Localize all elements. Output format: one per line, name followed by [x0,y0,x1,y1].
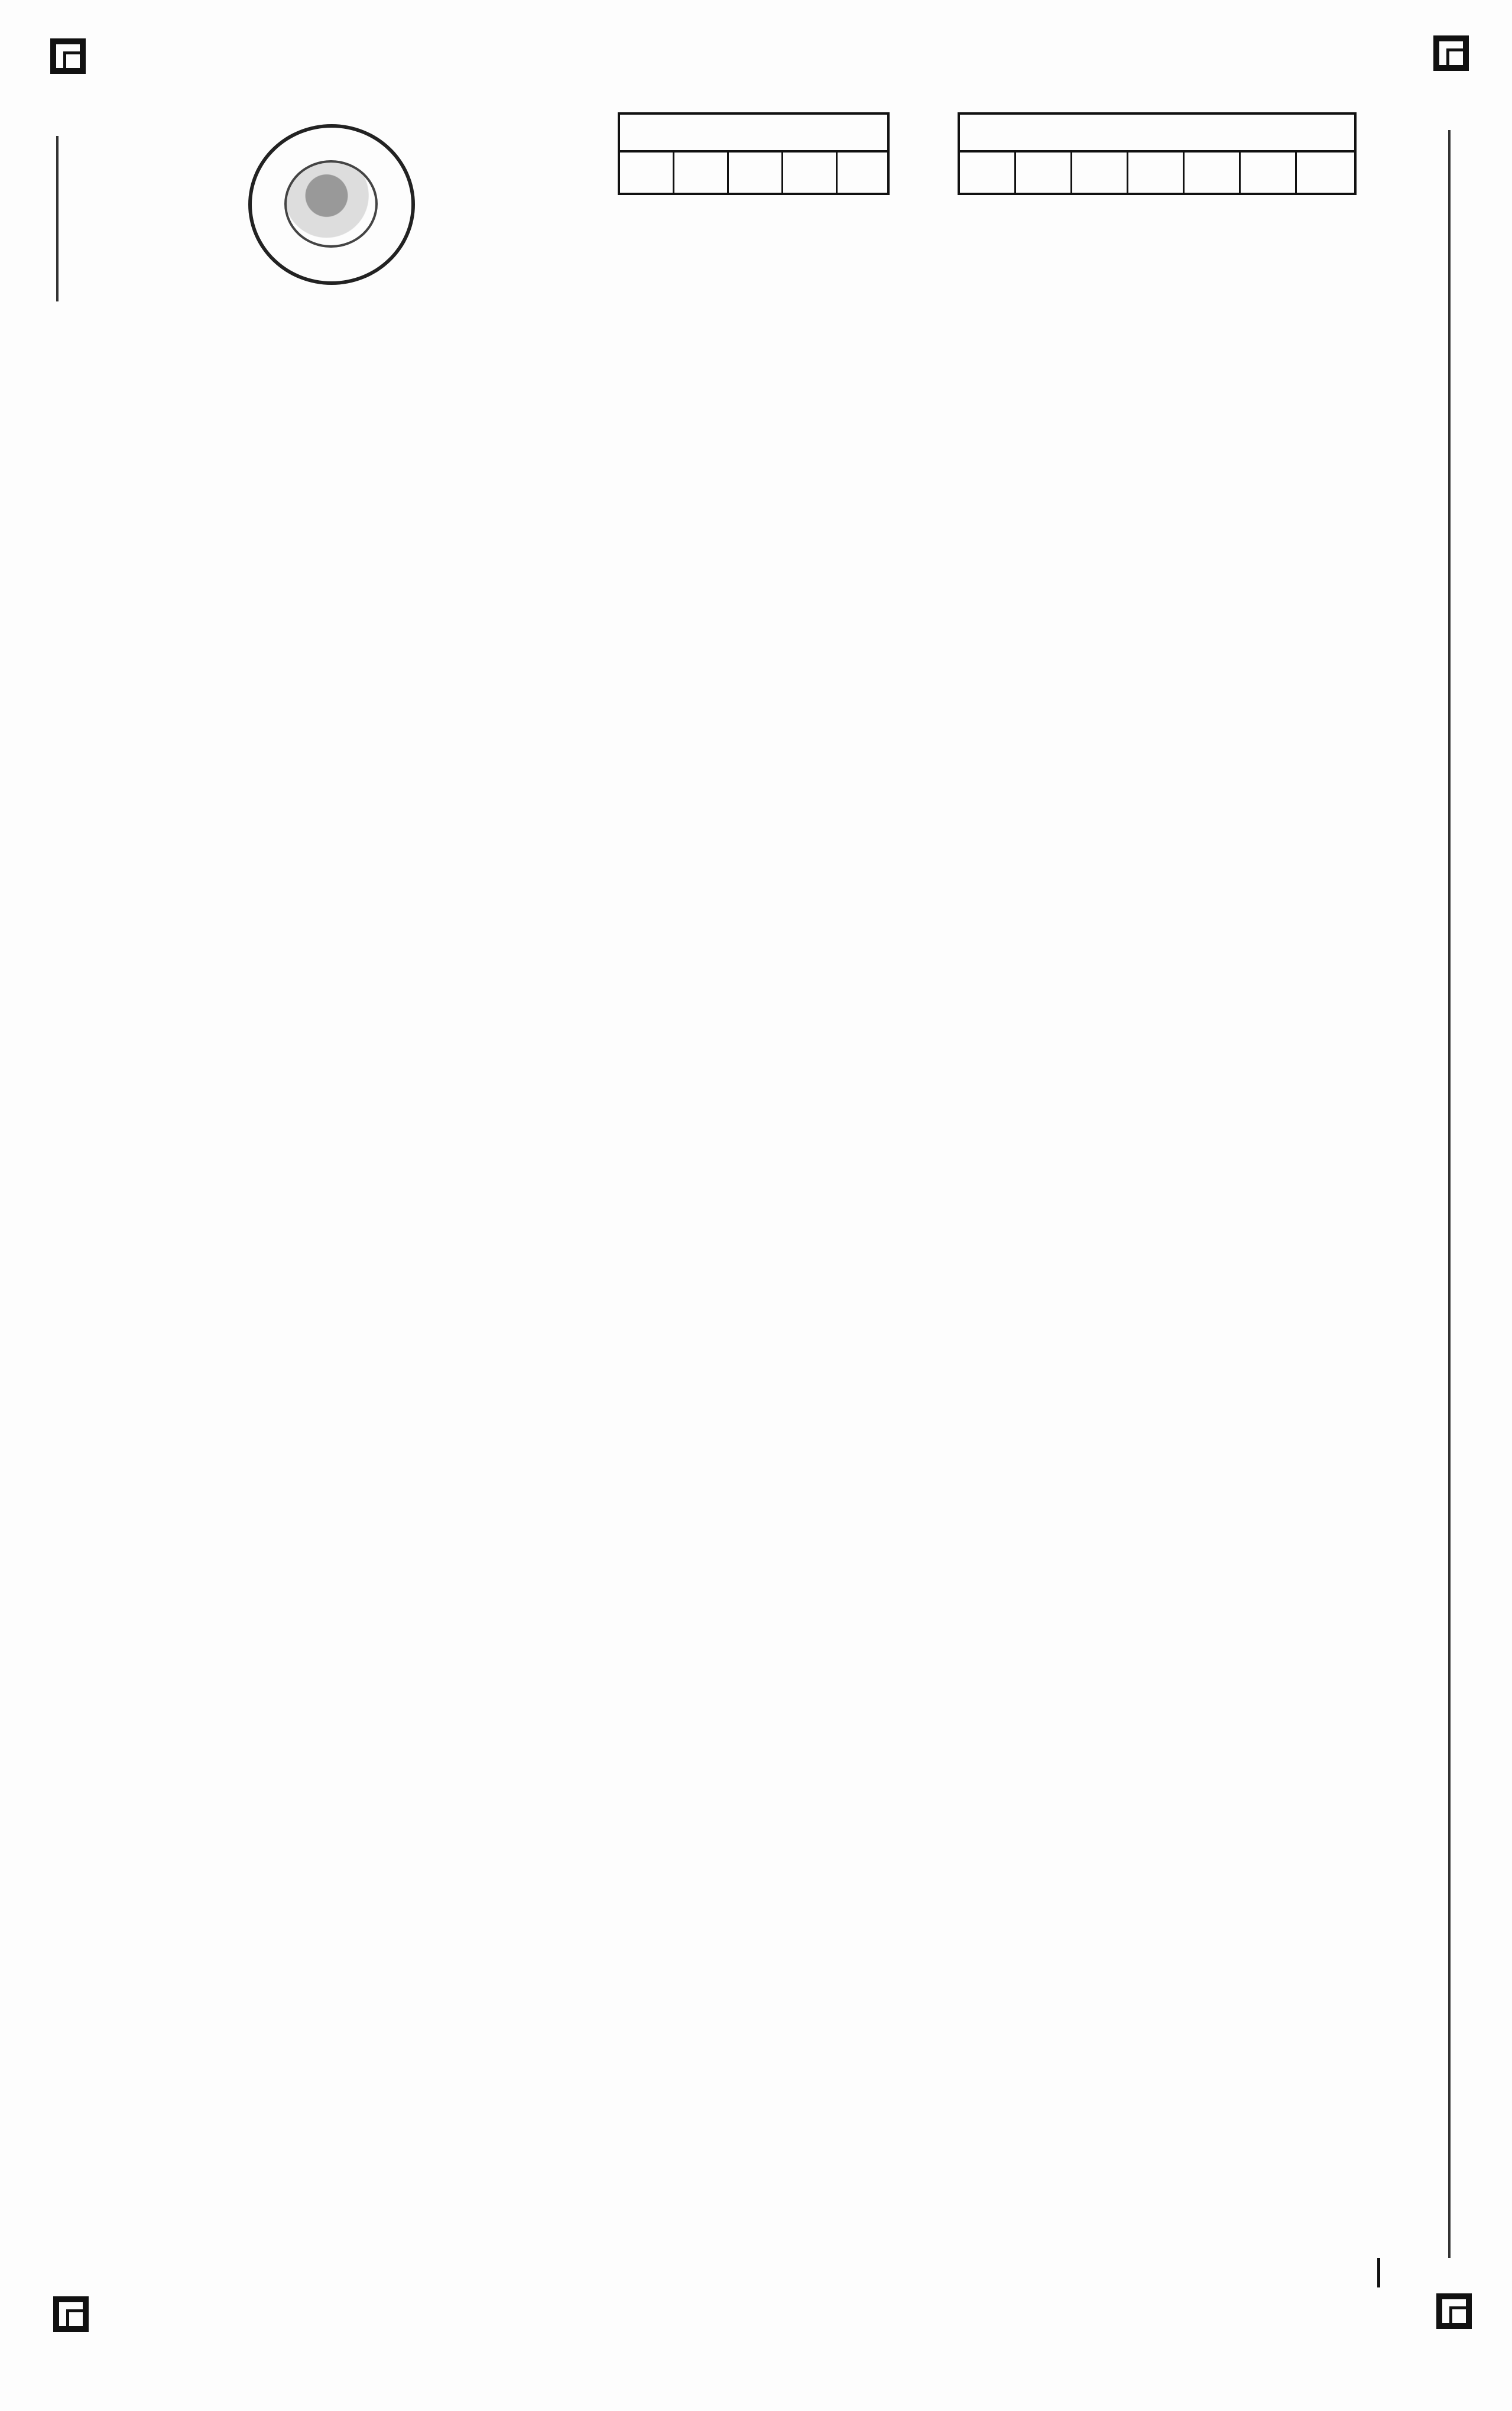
registration-mark-bottom-left [53,2296,89,2332]
version-digit [838,152,887,193]
roll-number-cell[interactable] [1016,152,1072,193]
version-digit [620,152,674,193]
emblem-globe-icon [284,160,378,248]
version-digit [783,152,838,193]
roll-number-cell[interactable] [960,152,1016,193]
version-number-box [618,112,890,195]
roll-number-cell[interactable] [1241,152,1297,193]
registration-mark-top-right [1433,35,1469,71]
roll-number-box [958,112,1357,195]
roll-number-cell[interactable] [1185,152,1241,193]
board-emblem [248,124,415,285]
right-border-line [1448,130,1451,2258]
roll-number-cell[interactable] [1072,152,1128,193]
footer-tick [1377,2258,1380,2287]
roll-number-cell[interactable] [1128,152,1185,193]
registration-mark-top-left [50,38,86,74]
registration-mark-bottom-right [1436,2293,1472,2329]
left-border-line [56,136,59,301]
roll-number-cell[interactable] [1297,152,1354,193]
version-digit [674,152,729,193]
version-digit [729,152,783,193]
